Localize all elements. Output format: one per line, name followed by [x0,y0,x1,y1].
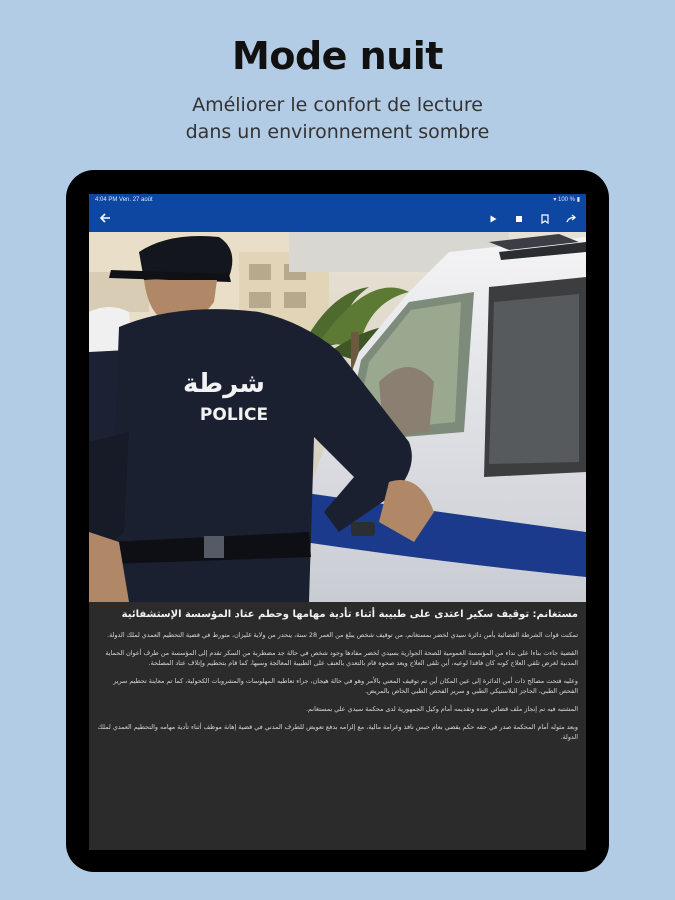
uniform-police-text: POLICE [199,405,269,425]
article-body [97,608,578,750]
uniform-arabic-text: شرطة [183,369,265,399]
battery-level: 100 % [558,197,576,203]
status-time: 4:04 PM [95,197,118,203]
article-paragraph-2: القضية جاءت بناءا على نداء من المؤسسة العمومية للصحة الجوارية بسيدي لخضر مفادها وجود شخص في حالة جد مضطربة من السكر تقدم إلى المؤسسة من طرف أعوان الحماية المدنية لغرض تلقي العلاج كونه كان فاقدا لوعيه، أين تلقى العلاج ويعد صحوه قام بالتعدي بالعنف على الطبيبة المعالجة وسبها، كما قام بتحطيم وإتلاف عتاد المصلحة. [105,649,578,667]
battery-icon: ▮ [576,197,580,203]
app-bar-actions [486,212,578,226]
promo-subtitle-line-1: Améliorer le confort de lecture [192,94,483,116]
article-paragraph-5: وبعد مثوله أمام المحكمة صدر في حقه حكم يقضي بعام حبس نافذ وغرامة مالية، مع إلزامه بدفع تعويض للطرف المدني في قضية إهانة موظف أثناء تأدية مهامه والتحطيم العمدي لملك الدولة. [97,723,578,741]
promo-title: Mode nuit [232,34,443,78]
arrow-back-icon[interactable] [99,212,113,226]
police-scene-image [89,232,586,602]
promo-subtitle-line-2: dans un environnement sombre [185,121,490,143]
share-icon[interactable] [564,212,578,226]
article-paragraph-1: تمكنت قوات الشرطة القضائية بأمن دائرة سيدي لخضر بمستغانم، من توقيف شخص يبلغ من العمر 28 سنة، ينحدر من ولاية غليزان، متورط في قضية التحطيم العمدي لملك الدولة. [107,631,578,639]
article-photo [89,232,586,602]
article-headline: مستغانم: توقيف سكير اعتدى على طبيبة أثناء تأدية مهامها وحطم عتاد المؤسسة الإستشفائية [121,609,578,620]
article-paragraph-4: المشتبه فيه تم إنجاز ملف قضائي ضده وتقديمه أمام وكيل الجمهورية لدى محكمة سيدي علي بمستغانم. [306,705,578,713]
tablet-device-frame [66,170,609,872]
status-battery [553,194,580,206]
stop-icon[interactable] [512,212,526,226]
article-paragraph-3: وعليه فتحت مصالح ذات أمن الدائرة إلى عين المكان أين تم توقيف المعني بالأمر وهو في حالة هيجان، جراء تعاطيه المهلوسات والمشروبات الكحولية، كما تم معاينة تحطيم سرير الفحص الطبي، الحاجز البلاستيكي الطبي و سرير الفحص الطبي الخاص بالمريض. [113,677,578,695]
promo-subtitle [0,92,675,146]
bookmark-icon[interactable] [538,212,552,226]
app-bar [89,206,586,232]
status-time-date [95,194,153,206]
tablet-screen [89,194,586,850]
play-icon[interactable] [486,212,500,226]
status-date: Ven. 27 août [119,197,153,203]
wifi-icon: ▾ [553,197,557,203]
status-bar [89,194,586,206]
